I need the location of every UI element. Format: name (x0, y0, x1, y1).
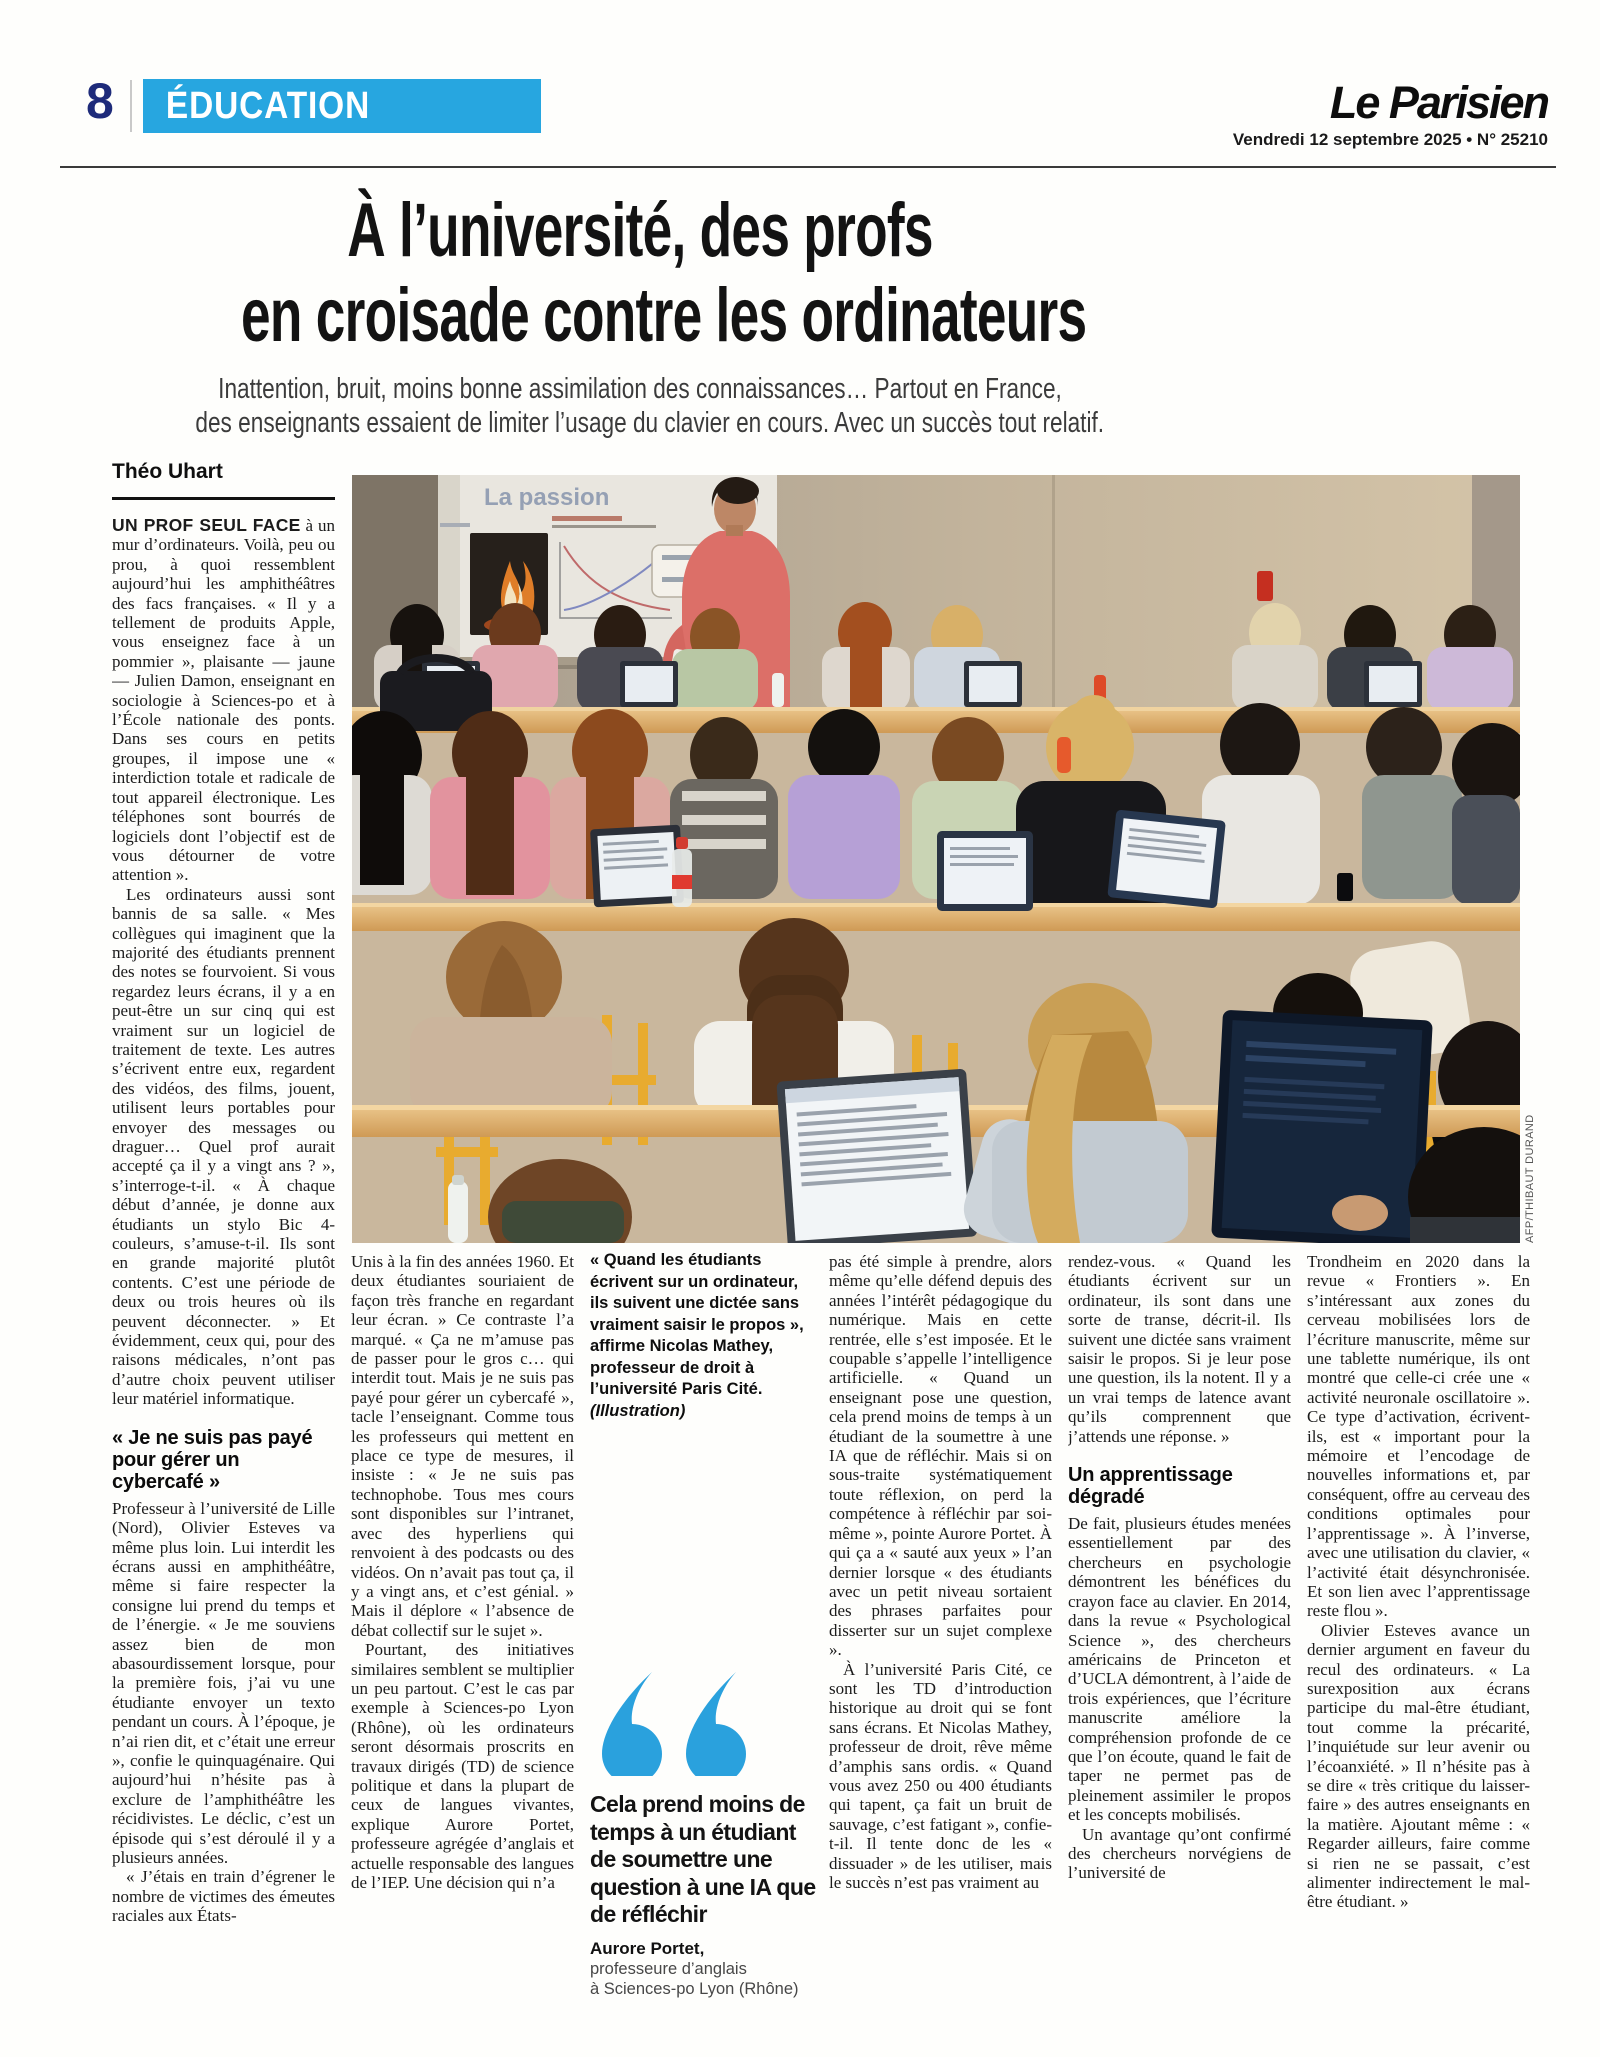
headline-line2: en croisade contre les ordinateurs (241, 273, 1087, 358)
crosshead-line: Un apprentissage (1068, 1464, 1233, 1487)
headline-line1: À l’université, des profs (347, 188, 933, 273)
student-bottom-left (448, 1159, 632, 1243)
orange-bottle (1057, 737, 1071, 773)
paragraph-text: à un mur d’ordinateurs. Voilà, peu ou prou, à quoi ressemblent aujourd’hui les amphithéâtres des facs françaises. « Il y a tellement de produits Apple, vous enseignez face à un pommier », plaisante — jaune — Julien Damon, enseignant en sociologie à Sciences-po et à l’École nationale des ponts. Dans ses cours en petits groupes, il impose une « interdiction totale et radicale de tout appareil électronique. Les téléphones sont bourrés de logiciels dont l’objectif est de vous détourner de votre attention ». (112, 516, 335, 885)
body-column-6 (1307, 1252, 1530, 2057)
page-number: 8 (86, 73, 114, 129)
paragraph (112, 516, 335, 885)
caption-note: (Illustration) (590, 1401, 686, 1420)
header-rule (60, 166, 1556, 168)
pull-quote-role: professeure d’anglais à Sciences-po Lyon (Rhône) (590, 1959, 799, 1998)
pull-quote-author: Aurore Portet, (590, 1938, 705, 1958)
pull-quote-text: Cela prend moins de temps à un étudiant de soumettre une question à une IA que de réfléchir (590, 1791, 816, 1927)
deck-line1: Inattention, bruit, moins bonne assimilation des connaissances… Partout en France, (218, 373, 1062, 405)
laptop-document (776, 1069, 977, 1243)
paragraph: rendez-vous. « Quand les étudiants écrivent sur un ordinateur, ils sont dans une sorte de transe, décrit-il. Ils suivent une dictée sans vraiment saisir le propos. Si je leur pose une question, ils la notent. Il y a un vrai temps de latence avant qu’ils comprennent que j’attends une réponse. » (1068, 1252, 1291, 1446)
crosshead-line: pour gérer un cybercafé » (112, 1448, 240, 1493)
crosshead-apprentissage (1068, 1464, 1291, 1508)
paragraph: Olivier Esteves avance un dernier argument en faveur du recul des ordinateurs. « La surexposition aux écrans participe du mal-être étudiant, tout comme la précarité, l’inquiétude sur leur avenir ou l’écoanxiété. » Il n’hésite pas à se dire « très critique du laisser-faire » des autres enseignants en la matière. Ajoutant même : « Regarder ailleurs, faire comme si rien ne se passait, c’est alimenter indirectement le mal-être étudiant. » (1307, 1620, 1530, 1912)
byline-rule (112, 497, 335, 500)
body-column-5 (1068, 1252, 1291, 2057)
paragraph: À l’université Paris Cité, ce sont les TD d’introduction historique au droit qui se font sans écrans. Et Nicolas Mathey, professeur de droit, rêve même d’amphis sans ordis. « Quand vous avez 250 ou 400 étudiants qui tapent, ça fait un bruit de sauvage, c’est fatigant », confie-t-il. Il tente donc de les « dissuader » de les utiliser, mais le succès n’est pas vraiment au (829, 1659, 1052, 1892)
byline: Théo Uhart (112, 460, 223, 483)
paragraph: Trondheim en 2020 dans la revue « Frontiers ». En s’intéressant aux zones du cerveau mobilisées lors de l’écriture manuscrite, même sur une tablette numérique, ils ont montré que celle-ci crée une « activité neuronale oscillatoire ». Ce type d’activation, écrivent-ils, est « important pour la mémoire et l’encodage de nouvelles informations et, par conséquent, offre au cerveau des conditions optimales pour l’apprentissage ». À l’inverse, avec une utilisation du clavier, « l’activité était désynchronisée. Et son lien avec l’apprentissage reste flou ». (1307, 1252, 1530, 1621)
classroom-photo (352, 475, 1520, 1243)
body-column-1 (112, 516, 335, 2057)
headline (70, 188, 1210, 358)
crosshead-cybercafe (112, 1427, 335, 1493)
caption-text: « Quand les étudiants écrivent sur un ordinateur, ils suivent une dictée sans vraiment saisir le propos », affirme Nicolas Mathey, professeur de droit à l’université Paris Cité. (590, 1251, 804, 1398)
paragraph: Pourtant, des initiatives similaires semblent se multiplier un peu partout. C’est le cas par exemple à Sciences-po Lyon (Rhône), où les ordinateurs seront désormais proscrits en travaux dirigés (TD) de science politique et dans la plupart de ceux de langues vivantes, explique Aurore Portet, professeure agrégée d’anglais et actuelle responsable des langues de l’IEP. Une décision qui n’a (351, 1640, 574, 1892)
brand-logo: Le Parisien (1329, 77, 1548, 128)
beanie (808, 709, 880, 785)
body-column-4 (829, 1252, 1052, 2057)
paragraph: Professeur à l’université de Lille (Nord), Olivier Esteves va même plus loin. Lui interdit les écrans aussi en amphithéâtre, même si faire respecter la consigne lui prend du temps et de l’énergie. « Je me souviens assez bien de mon abasourdissement lorsque, pour la première fois, j’ai vu une étudiante envoyer un texto pendant un cours. À l’époque, je n’ai rien dit, et c’était une erreur », confie le quinquagénaire. Qui aujourd’hui n’hésite pas à exclure de l’amphithéâtre les récidivistes. Le déclic, c’est un épisode qui s’est déroulé il y a plusieurs années. (112, 1498, 335, 1867)
section-banner (143, 79, 541, 133)
white-bottle (772, 673, 784, 707)
deck (70, 372, 1210, 440)
slide-title: La passion (484, 484, 610, 511)
section-label: ÉDUCATION (165, 85, 371, 127)
paragraph: De fait, plusieurs études menées essentiellement par des chercheurs en psychologie démontrent les bénéfices du crayon face au clavier. En 2014, dans la revue « Psychological Science », des chercheurs américains de Princeton et d’UCLA démontrent, à l’aide de trois expériences, que l’écriture manuscrite améliore la compréhension profonde de ce que l’on écoute, quand le fait de taper ne permet pas de pleinement assimiler le propos et les concepts mobilisés. (1068, 1514, 1291, 1825)
crosshead-line: « Je ne suis pas payé (112, 1426, 313, 1449)
laptop-dark-screen (1211, 1010, 1433, 1243)
paragraph: pas été simple à prendre, alors même qu’elle défend depuis des années l’intérêt pédagogique du numérique. Mais en cette rentrée, elle s’est imposée. Et le coupable s’appelle l’intelligence artificielle. « Quand un enseignant pose une question, cela prend moins de temps à un étudiant de la soumettre à une IA que de réfléchir. Mais si on sous-traite systématiquement toute réflexion, on perd la compétence à réfléchir par soi-même », pointe Aurore Portet. À qui ça a « sauté aux yeux » l’an dernier lorsque « des étudiants avec un petit niveau sortaient des phrases parfaites pour disserter sur un sujet complexe ». (829, 1252, 1052, 1660)
paragraph: Les ordinateurs aussi sont bannis de sa salle. « Mes collègues qui imaginent que la majorité des étudiants prennent des notes se fourvoient. Si vous regardez leurs écrans, il y a en peut-être un sur cinq qui est vraiment sur un logiciel de traitement de texte. Les autres s’écrivent entre eux, regardent des vidéos, des films, jouent, utilisent leurs portables pour envoyer des messages ou draguer… Quel prof aurait accepté ça il y a vingt ans ? », s’interroge-t-il. « À chaque début d’année, je donne aux étudiants un stylo Bic 4-couleurs, s’amuse-t-il. Ils sont en grande majorité plutôt contents. C’est une période de deux ou trois heures où ils peuvent déconnecter. » Et évidemment, ceux qui, pour des raisons médicales, n’ont pas d’autre choix peuvent utiliser leur matériel informatique. (112, 884, 335, 1409)
fire-extinguisher (1257, 571, 1273, 601)
body-column-2 (351, 1252, 574, 2057)
paragraph: Unis à la fin des années 1960. Et deux étudiantes souriaient de façon très franche en regardant leur écran. » Ce contraste l’a marqué. « Ça ne m’amuse pas de passer pour le gros c… qui interdit tout. Mais je ne suis pas payé pour gérer un cybercafé », tacle l’enseignant. Comme tous les professeurs qui mettent en place ce type de mesures, il insiste : « Je ne suis pas technophobe. Tous mes cours sont disponibles sur l’intranet, avec des hyperliens qui renvoient à des podcasts ou des vidéos. On n’avait pas tout ça, il y a vingt ans, et c’est génial. » Mais il déplore « l’absence de débat collectif sur le sujet ». (351, 1252, 574, 1640)
paragraph: « J’étais en train d’égrener le nombre de victimes des émeutes raciales aux États- (112, 1867, 335, 1926)
typing-hand (1332, 1195, 1388, 1231)
crosshead-line: dégradé (1068, 1486, 1145, 1509)
student-beige-knit (410, 921, 612, 1135)
quote-mark-icon (590, 1672, 750, 1776)
deck-line2: des enseignants essaient de limiter l’usage du clavier en cours. Avec un succès tout relatif. (195, 407, 1105, 439)
paragraph: Un avantage qu’ont confirmé des chercheurs norvégiens de l’université de (1068, 1824, 1291, 1883)
dateline: Vendredi 12 septembre 2025 • N° 25210 (1232, 130, 1548, 149)
photo-caption (590, 1250, 816, 1422)
phone (1337, 873, 1353, 901)
photo-credit: AFP/THIBAUT DURAND (1524, 1114, 1536, 1243)
classroom-photo-art (352, 475, 1520, 1243)
pull-quote (590, 1672, 822, 1999)
lead-in: UN PROF SEUL FACE (112, 516, 301, 535)
header-divider (130, 80, 132, 132)
